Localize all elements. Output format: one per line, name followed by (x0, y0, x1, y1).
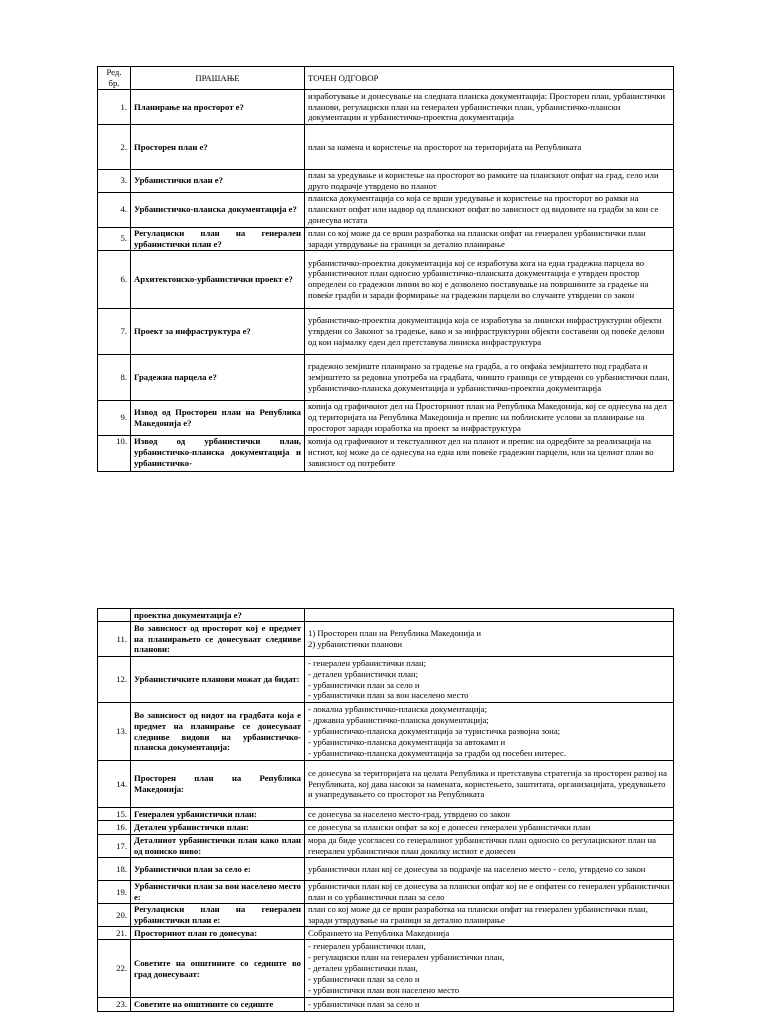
answer-cell (305, 90, 674, 125)
table-header-row (98, 67, 674, 90)
question-cell: Просторен план е? (131, 125, 305, 170)
answer-line: - генерален урбанистички план, (308, 941, 426, 952)
answer-line: се донесува за населено место-град, утврдено со закон (308, 808, 510, 819)
answer-cell (305, 227, 674, 250)
table-row (98, 250, 674, 308)
answer-line: - регулациски план на генерален урбанистички план, (308, 952, 505, 963)
answer-line: 2) урбанистички планови (308, 639, 402, 649)
answer-line: - урбанистички план за село и (308, 973, 420, 984)
answer-line: - урбанистички план за село и (308, 679, 420, 690)
question-cell: Советите на општините со седиште (131, 998, 305, 1012)
question-cell: Регулациски план на генерален урбанистички план е? (131, 227, 305, 250)
question-cell: Урбанистичко-планска документација е? (131, 192, 305, 227)
row-number: 13. (98, 703, 131, 761)
table-row (98, 904, 674, 927)
answer-line: - детален урбанистички план, (308, 963, 418, 974)
answer-cell (305, 904, 674, 927)
question-cell: Советите на општините со седиште во град донесуваат: (131, 940, 305, 998)
row-number: 1. (98, 90, 131, 125)
answer-cell (305, 400, 674, 435)
answer-line: копија од графичкиот дел на Просторниот план на Република Македонија, кој се однесува на дел од територијата на Република Македонија и препис на поблиските услови за планирање на просторот заради изработка на проект за инфраструктура (308, 401, 667, 434)
table-row (98, 125, 674, 170)
table-row (98, 622, 674, 657)
question-cell: Планирање на просторот е? (131, 90, 305, 125)
answer-line: - детален урбанистички план; (308, 668, 419, 679)
row-number: 23. (98, 998, 131, 1012)
table-row (98, 400, 674, 435)
table-row (98, 821, 674, 835)
table-row (98, 858, 674, 881)
table-row (98, 90, 674, 125)
row-number: 12. (98, 657, 131, 703)
row-number: 15. (98, 808, 131, 821)
table-row (98, 998, 674, 1012)
answer-line: - урбанистички план за вон населено место (308, 690, 469, 701)
answer-cell (305, 170, 674, 193)
question-cell: Архитектонско-урбанистички проект е? (131, 250, 305, 308)
row-number: 18. (98, 858, 131, 881)
table-row (98, 227, 674, 250)
header-number: Ред. бр. (98, 67, 131, 90)
answer-cell (305, 609, 674, 622)
question-cell: Генерален урбанистички план: (131, 808, 305, 821)
answer-cell (305, 858, 674, 881)
answer-cell (305, 125, 674, 170)
table-row (98, 308, 674, 354)
table-row (98, 808, 674, 821)
answer-line: се донесува за територијата на целата Република и претставува стратегија за просторен развој на Републиката, кој дава насоки за намената, користењето, заштитата, организацијата, уредувањето и унапредувањето со просторот на Републиката (308, 767, 667, 800)
row-number: 7. (98, 308, 131, 354)
answer-cell (305, 354, 674, 400)
header-answer: ТОЧЕН ОДГОВОР (305, 67, 674, 90)
row-number: 22. (98, 940, 131, 998)
row-number: 8. (98, 354, 131, 400)
row-number: 19. (98, 881, 131, 904)
answer-cell (305, 881, 674, 904)
answer-line: план за уредување и користење на просторот во рамките на планскиот опфат на град, село или друго подрачје утврдено во планот (308, 170, 659, 191)
table-row (98, 657, 674, 703)
row-number: 3. (98, 170, 131, 193)
table-row (98, 435, 674, 471)
answer-line: - генерален урбанистички план; (308, 657, 427, 668)
row-number: 2. (98, 125, 131, 170)
answer-cell (305, 761, 674, 808)
answer-cell (305, 927, 674, 940)
answer-cell (305, 998, 674, 1012)
answer-line: - урбанистичко-планска документација за градби од посебен интерес. (308, 747, 567, 758)
row-number (98, 609, 131, 622)
table-body-page-2 (98, 609, 674, 1012)
answer-cell (305, 835, 674, 858)
row-number: 21. (98, 927, 131, 940)
answer-cell (305, 250, 674, 308)
answer-line: копија од графичкиот и текстуалниот дел на планот и препис на одредбите за реализација на истиот, кој може да се однесува на една или повеќе градежни парцели, или на целиот план во зависност од потребите (308, 435, 654, 468)
answer-line: урбанистички план кој се донесува за подрачје на населено место - село, утврдено со закон (308, 863, 646, 874)
question-cell: Урбанистички план е? (131, 170, 305, 193)
table-row (98, 609, 674, 622)
table-row (98, 835, 674, 858)
row-number: 5. (98, 227, 131, 250)
question-cell: Проект за инфраструктура е? (131, 308, 305, 354)
answer-cell (305, 703, 674, 761)
answer-line: - урбанистички план вон населено место (308, 984, 460, 995)
table-row (98, 170, 674, 193)
question-cell: Просторен план на Република Македонија: (131, 761, 305, 808)
answer-line: план за намена и користење на просторот на територијата на Републиката (308, 141, 582, 152)
answer-line: градежно земјиште планирано за градење на градба, а го опфаќа земјиштето под градбата и земјиштето за редовна употреба на градбата, чиишто граници се утврдени со урбанистички план, урбанистичко-планска документација и урбанистичко-проектна документација (308, 360, 670, 393)
question-cell: проектна документација е? (131, 609, 305, 622)
questions-table-page-1 (97, 66, 674, 472)
row-number: 20. (98, 904, 131, 927)
question-cell: Просторниот план го донесува: (131, 927, 305, 940)
answer-line: Собранието на Република Македонија (308, 927, 450, 938)
answer-line: урбанистичко-проектна документација кој се изработува кога на една градежна парцела во урбанистичкиот план односно урбанистичко-планската документација е утврден простор определен со градежни линии во кој е дозволено поставување на површините за градење на повеќе градби и заради формирање на градежни парцели во случаите утврдени со закон (308, 257, 649, 301)
question-cell: Урбанистички план за вон населено место е: (131, 881, 305, 904)
row-number: 10. (98, 435, 131, 471)
table-row (98, 881, 674, 904)
table-row (98, 354, 674, 400)
table-row (98, 927, 674, 940)
row-number: 14. (98, 761, 131, 808)
answer-line: план со кој може да се врши разработка на плански опфат на генерален урбанистички план, заради утврдување на граници за детално планирање (308, 904, 648, 925)
row-number: 16. (98, 821, 131, 835)
answer-line: мора да биде усогласен со генералниот урбанистички план односно со регулацискиот план на генерален урбанистички план доколку истиот е донесен (308, 835, 657, 856)
answer-cell (305, 657, 674, 703)
answer-line: - државна урбанистичко-планска документација; (308, 715, 489, 726)
table-row (98, 761, 674, 808)
question-cell: Урбанистички план за село е: (131, 858, 305, 881)
question-cell: Извод од Просторен план на Република Македонија е? (131, 400, 305, 435)
row-number: 17. (98, 835, 131, 858)
answer-line: план со кој може да се врши разработка на плански опфат на генерален урбанистички план заради утврдување на граници за детално планирање (308, 227, 646, 249)
table-row (98, 192, 674, 227)
question-cell: Во зависност од просторот кој е предмет на планирањето се донесуваат следниве планови: (131, 622, 305, 657)
question-cell: Регулациски план на генерален урбанистички план е: (131, 904, 305, 927)
answer-line: - урбанистичко-планска документација за туристичка развојна зона; (308, 726, 561, 737)
row-number: 6. (98, 250, 131, 308)
answer-line: планска документација со која се врши уредување и користење на просторот во рамки на планскиот опфат или надвор од планскиот опфат во зависност од видовите на градби за кои се донесува истата (308, 193, 659, 226)
question-cell: Извод од урбанистички план, урбанистичко-планска документација и урбанистичко- (131, 435, 305, 471)
row-number: 4. (98, 192, 131, 227)
answer-line: - локална урбанистичко-планска документација; (308, 704, 488, 715)
answer-line: се донесува за плански опфат за кој е донесен генерален урбанистички план (308, 822, 591, 833)
answer-line: - урбанистички план за село и (308, 999, 420, 1010)
answer-cell (305, 192, 674, 227)
answer-cell (305, 308, 674, 354)
answer-line: 1) Просторен план на Република Македонија и (308, 628, 482, 639)
answer-cell (305, 821, 674, 835)
questions-table-page-2 (97, 608, 674, 1012)
answer-cell (305, 622, 674, 657)
question-cell: Градежна парцела е? (131, 354, 305, 400)
row-number: 9. (98, 400, 131, 435)
answer-line: изработување и донесување на следната планска документација: Просторен план, урбанистички планови, регулациски план на генерален урбанистички план, урбанистичко-плански документации и урбанистичко-проектна документација (308, 90, 666, 123)
question-cell: Деталниот урбанистички план како план од пониско ниво: (131, 835, 305, 858)
table-body-page-1 (98, 90, 674, 472)
answer-line: урбанистички план кој се донесува за плански опфат кој не е опфатен со генерален урбанистички план и со урбанистички план за село (308, 881, 670, 902)
question-cell: Детален урбанистички план: (131, 821, 305, 835)
question-cell: Во зависност од видот на градбата која е предмет на планирање се донесуваат следниве видови на урбанистичко-планска документација: (131, 703, 305, 761)
table-row (98, 703, 674, 761)
answer-cell (305, 435, 674, 471)
row-number: 11. (98, 622, 131, 657)
answer-line: - урбанистичко-планска документација за автокамп и (308, 736, 506, 747)
answer-line: урбанистичко-проектна документација која се изработува за линиски инфраструктурни објекти утврдени со Законот за градење, како и за инфраструктурни објекти составени од повеќе делови од кои најмалку еден дел претставува линиска инфраструктура (308, 314, 665, 347)
header-question: ПРАШАЊЕ (131, 67, 305, 90)
answer-cell (305, 940, 674, 998)
question-cell: Урбанистичките планови можат да бидат: (131, 657, 305, 703)
answer-cell (305, 808, 674, 821)
table-row (98, 940, 674, 998)
